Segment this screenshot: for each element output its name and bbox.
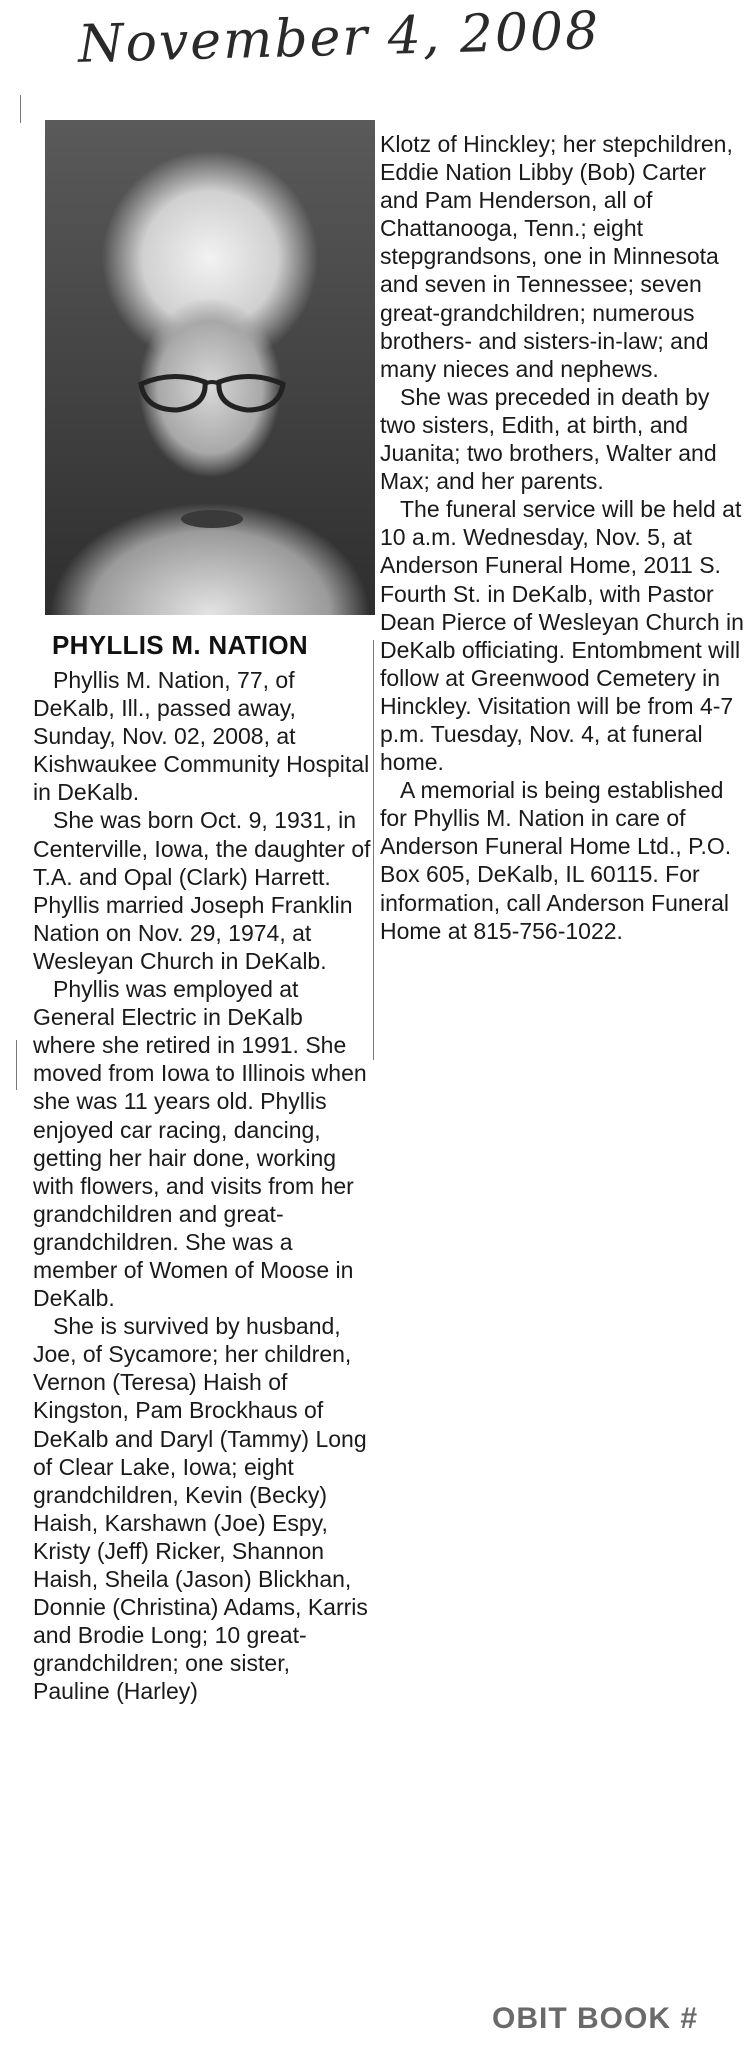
paragraph-employment: Phyllis was employed at General Electric in DeKalb where she retired in 1991. She moved from Iowa to Illinois when she was 11 years old. Phyllis enjoyed car racing, dancing, getting her hair done, working with flowers, and visits from her grandchildren and great-grandchildren. She was a member of Women of Moose in DeKalb. xyxy=(33,976,367,1312)
handwritten-date: November 4, 2008 xyxy=(77,1,601,75)
paragraph-survivors-continued: Klotz of Hinckley; her stepchildren, Eddie Nation Libby (Bob) Carter and Pam Henderson, all of Chattanooga, Tenn.; eight stepgrandsons, one in Minnesota and seven in Tennessee; seven great-grandchildren; numerous brothers- and sisters-in-law; and many nieces and nephews. xyxy=(380,131,733,382)
obit-book-stamp: OBIT BOOK # xyxy=(492,2002,699,2035)
column-divider xyxy=(373,640,374,1060)
paragraph-funeral: The funeral service will be held at 10 a.m. Wednesday, Nov. 5, at Anderson Funeral Home, 2011 S. Fourth St. in DeKalb, with Pastor Dean Pierce of Wesleyan Church in DeKalb officiating. Entombment will follow at Greenwood Cemetery in Hinckley. Visitation will be from 4-7 p.m. Tuesday, Nov. 4, at funeral home. xyxy=(380,496,744,776)
left-column xyxy=(33,666,371,1705)
paragraph-memorial: A memorial is being established for Phyllis M. Nation in care of Anderson Funeral Home Ltd., P.O. Box 605, DeKalb, IL 60115. For information, call Anderson Funeral Home at 815-756-1022. xyxy=(380,777,732,944)
paragraph-preceded: She was preceded in death by two sisters, Edith, at birth, and Juanita; two brothers, Walter and Max; and her parents. xyxy=(380,383,717,495)
portrait-photo xyxy=(45,120,375,615)
obituary-headline: PHYLLIS M. NATION xyxy=(52,630,308,660)
paragraph-survivors: She is survived by husband, Joe, of Sycamore; her children, Vernon (Teresa) Haish of Kingston, Pam Brockhaus of DeKalb and Daryl (Tammy) Long of Clear Lake, Iowa; eight grandchildren, Kevin (Becky) Haish, Karshawn (Joe) Espy, Kristy (Jeff) Ricker, Shannon Haish, Sheila (Jason) Blickhan, Donnie (Christina) Adams, Karris and Brodie Long; 10 great-grandchildren; one sister, Pauline (Harley) xyxy=(33,1313,368,1705)
paragraph-birth: She was born Oct. 9, 1931, in Centerville, Iowa, the daughter of T.A. and Opal (Clark) Harrett. Phyllis married Joseph Franklin Nation on Nov. 29, 1974, at Wesleyan Church in DeKalb. xyxy=(33,807,371,974)
left-edge-mark-lower xyxy=(16,1040,17,1090)
portrait-lips xyxy=(181,510,243,528)
paragraph-death: Phyllis M. Nation, 77, of DeKalb, Ill., passed away, Sunday, Nov. 02, 2008, at Kishwaukee Community Hospital in DeKalb. xyxy=(33,667,370,806)
left-edge-mark xyxy=(20,95,21,123)
eyeglasses-icon xyxy=(137,370,287,414)
right-column xyxy=(380,130,744,945)
